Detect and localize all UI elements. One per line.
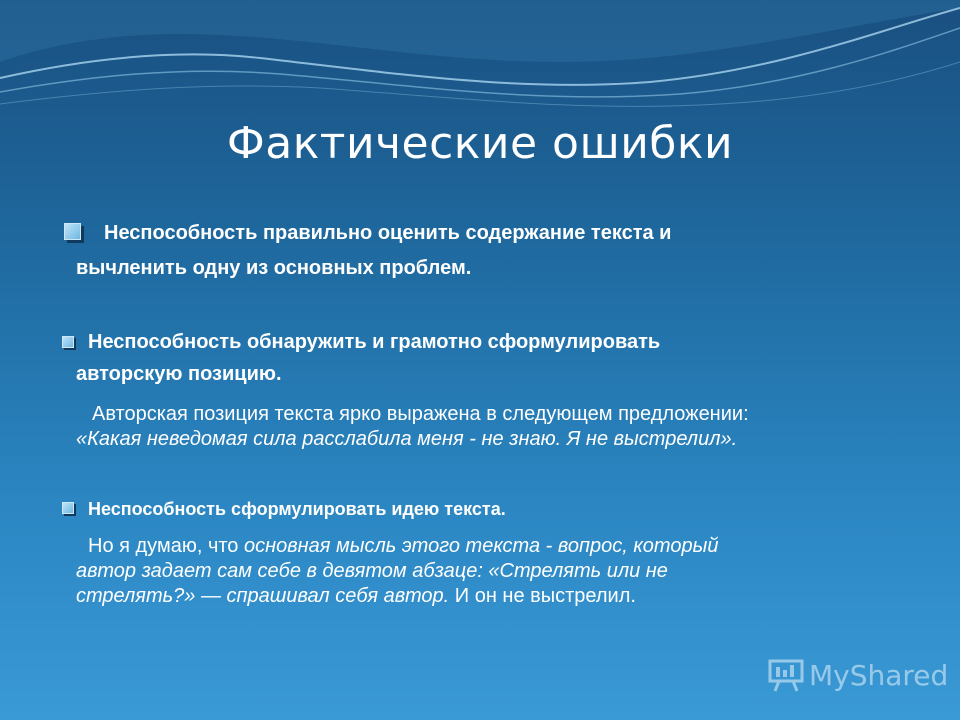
bullet-2-detail-line-1: Авторская позиция текста ярко выражена в следующем предложении: [92, 403, 749, 425]
bullet-1-line-1: Неспособность правильно оценить содержание текста и [104, 222, 672, 244]
bullet-3-detail-line-3-italic: стрелять?» — спрашивал себя автор. [76, 585, 450, 607]
bullet-item-1 [62, 220, 892, 290]
bullet-2-line-1: Неспособность обнаружить и грамотно сформулировать [88, 331, 661, 353]
bullet-3-detail-line-1-plain: Но я думаю, что [88, 535, 244, 557]
decorative-waves [0, 0, 960, 130]
logo-text: MyShared [809, 658, 949, 692]
bullet-3-detail-line-2: автор задает сам себе в девятом абзаце: «Стрелять или не [76, 560, 668, 582]
bullet-3-line-1: Неспособность сформулировать идею текста. [88, 499, 506, 519]
square-bullet-icon [62, 336, 74, 348]
bullet-3-detail-line-1 [76, 534, 916, 559]
bullet-3-detail-line-3 [76, 584, 916, 609]
bullet-item-2 [62, 330, 892, 390]
square-bullet-icon [64, 223, 81, 240]
slide-title: Фактические ошибки [226, 118, 734, 169]
bullet-1-line-2: вычленить одну из основных проблем. [76, 257, 472, 279]
bullet-3-detail [76, 534, 916, 609]
bullet-item-3 [62, 498, 892, 526]
bullet-2-line-2: авторскую позицию. [76, 363, 282, 385]
presentation-board-icon [767, 657, 805, 693]
square-bullet-icon [62, 502, 74, 514]
bullet-3-detail-line-1-italic: основная мысль этого текста - вопрос, который [243, 535, 719, 557]
bullet-2-detail [76, 402, 916, 452]
bullet-2-detail-quote: «Какая неведомая сила расслабила меня - не знаю. Я не выстрелил». [76, 428, 738, 450]
bullet-3-detail-line-3-plain: И он не выстрелил. [449, 585, 636, 607]
myshared-logo [767, 655, 948, 695]
